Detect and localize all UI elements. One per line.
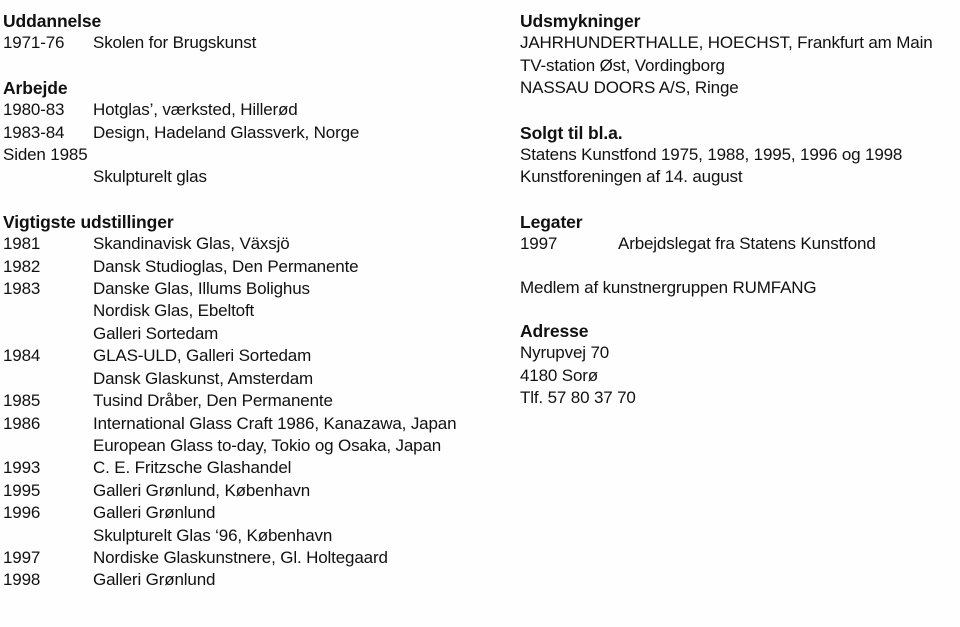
decorations-line: TV-station Øst, Vordingborg [520, 55, 725, 75]
education-heading: Uddannelse [3, 11, 102, 31]
exhibitions-heading: Vigtigste udstillinger [3, 211, 174, 232]
entry-description: Skulpturelt glas [93, 167, 207, 187]
section-spacer [3, 55, 508, 77]
section-decorations [520, 10, 960, 100]
section-spacer [520, 100, 960, 122]
exhibition-row [3, 413, 508, 435]
exhibition-row [3, 300, 508, 322]
entry-description: Skolen for Brugskunst [93, 33, 257, 53]
entry-year [3, 323, 93, 345]
address-heading: Adresse [520, 321, 589, 342]
entry-description: Hotglas’, værksted, Hillerød [93, 100, 298, 120]
education-entry-row [3, 32, 508, 54]
phone-line: Tlf. 57 80 37 70 [520, 388, 636, 408]
entry-year: 1981 [3, 234, 41, 254]
exhibition-row [3, 435, 508, 457]
entry-description: Danske Glas, Illums Bolighus [93, 279, 310, 299]
sold-to-line: Kunstforeningen af 14. august [520, 167, 743, 187]
grant-row [520, 233, 960, 255]
entry-year: 1998 [3, 570, 41, 590]
exhibition-row [3, 502, 508, 524]
entry-year [3, 525, 93, 547]
section-grants [520, 211, 960, 256]
entry-description: Design, Hadeland Glassverk, Norge [93, 122, 360, 142]
exhibition-row [3, 525, 508, 547]
entry-description: European Glass to-day, Tokio og Osaka, Japan [93, 435, 442, 455]
exhibition-row [3, 480, 508, 502]
exhibition-row [3, 390, 508, 412]
entry-description: Nordisk Glas, Ebeltoft [93, 301, 255, 321]
exhibition-row [3, 323, 508, 345]
decorations-line: NASSAU DOORS A/S, Ringe [520, 78, 739, 98]
entry-description [93, 144, 508, 166]
entry-year: 1982 [3, 256, 41, 276]
entry-description: Skandinavisk Glas, Växsjö [93, 234, 290, 254]
address-line: 4180 Sorø [520, 365, 599, 385]
exhibition-row [3, 547, 508, 569]
sold-to-heading: Solgt til bl.a. [520, 122, 623, 143]
entry-year: 1993 [3, 458, 41, 478]
work-entry-row [3, 144, 508, 166]
entry-year: 1985 [3, 391, 41, 411]
decorations-line: JAHRHUNDERTHALLE, HOECHST, Frankfurt am Main [520, 33, 933, 53]
address-line: Nyrupvej 70 [520, 343, 610, 363]
exhibition-row [3, 256, 508, 278]
entry-year [3, 435, 93, 457]
entry-description: Tusind Dråber, Den Permanente [93, 391, 333, 411]
section-spacer [520, 299, 960, 320]
entry-year [3, 166, 93, 188]
work-entry-row [3, 166, 508, 188]
section-spacer [520, 256, 960, 277]
entry-year: 1996 [3, 503, 41, 523]
entry-year [3, 300, 93, 322]
entry-year: 1986 [3, 413, 41, 433]
exhibition-row [3, 368, 508, 390]
entry-description: International Glass Craft 1986, Kanazawa, Japan [93, 413, 457, 433]
section-exhibitions [3, 211, 508, 592]
entry-year [3, 368, 93, 390]
exhibition-row [3, 233, 508, 255]
right-column [520, 10, 960, 410]
decorations-heading: Udsmykninger [520, 11, 641, 31]
entry-year: 1983 [3, 279, 41, 299]
entry-description: Skulpturelt Glas ‘96, København [93, 525, 333, 545]
grants-heading: Legater [520, 211, 583, 232]
work-entry-row [3, 99, 508, 121]
entry-year: 1995 [3, 480, 41, 500]
entry-description: Arbejdslegat fra Statens Kunstfond [618, 234, 876, 254]
entry-description: Dansk Glaskunst, Amsterdam [93, 368, 314, 388]
left-column [3, 10, 508, 592]
entry-description: Nordiske Glaskunstnere, Gl. Holtegaard [93, 547, 388, 567]
sold-to-line: Statens Kunstfond 1975, 1988, 1995, 1996 og 1998 [520, 145, 903, 165]
entry-description: C. E. Fritzsche Glashandel [93, 458, 292, 478]
exhibition-row [3, 569, 508, 591]
section-spacer [520, 189, 960, 211]
entry-description: Galleri Grønlund [93, 503, 216, 523]
entry-description: GLAS-ULD, Galleri Sortedam [93, 346, 312, 366]
entry-description: Galleri Grønlund [93, 570, 216, 590]
section-work [3, 77, 508, 189]
entry-year: Siden 1985 [3, 145, 88, 165]
entry-description: Galleri Sortedam [93, 323, 219, 343]
exhibition-row [3, 457, 508, 479]
entry-year: 1971-76 [3, 33, 65, 53]
entry-year: 1997 [520, 234, 558, 254]
section-education [3, 10, 508, 55]
exhibition-row [3, 345, 508, 367]
work-heading: Arbejde [3, 77, 68, 98]
entry-year: 1980-83 [3, 100, 65, 120]
section-address [520, 320, 960, 410]
entry-description: Galleri Grønlund, København [93, 480, 311, 500]
entry-year: 1984 [3, 346, 41, 366]
entry-description: Dansk Studioglas, Den Permanente [93, 256, 359, 276]
section-sold-to [520, 122, 960, 189]
membership-line: Medlem af kunstnergruppen RUMFANG [520, 277, 817, 297]
work-entry-row [3, 122, 508, 144]
section-spacer [3, 189, 508, 211]
entry-year: 1983-84 [3, 122, 65, 142]
entry-year: 1997 [3, 547, 41, 567]
exhibition-row [3, 278, 508, 300]
section-membership [520, 277, 960, 299]
